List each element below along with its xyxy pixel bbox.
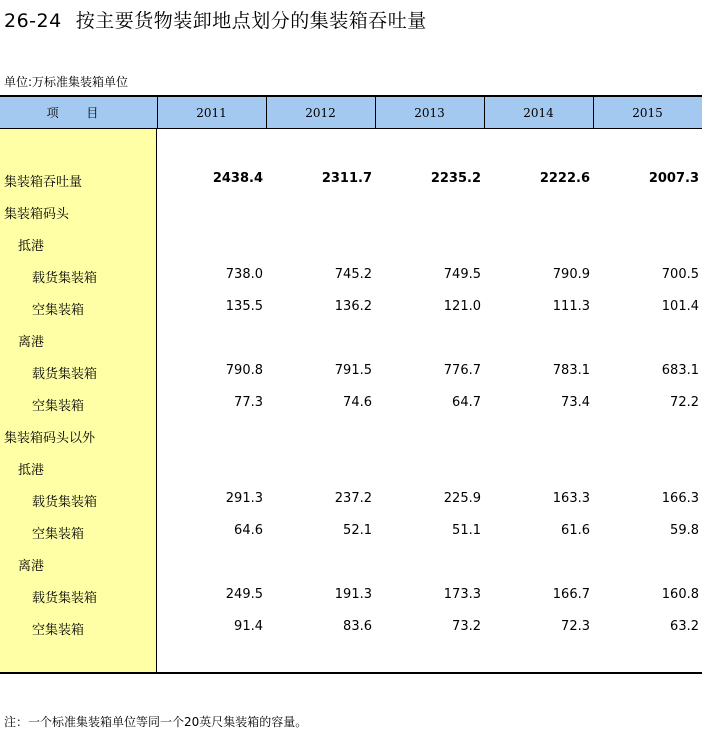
cell-value: 136.2 xyxy=(334,299,372,314)
table-row xyxy=(0,491,702,511)
cell-value: 77.3 xyxy=(234,395,263,410)
cell-value: 291.3 xyxy=(225,491,263,506)
table-row xyxy=(0,299,702,319)
table-number: 26-24 xyxy=(4,10,62,32)
cell-value: 2311.7 xyxy=(321,171,372,186)
row-label: 载货集装箱 xyxy=(32,495,98,510)
row-label: 离港 xyxy=(18,335,45,350)
table-row xyxy=(0,619,702,639)
row-label: 载货集装箱 xyxy=(32,591,98,606)
cell-value: 83.6 xyxy=(343,619,372,634)
cell-value: 59.8 xyxy=(670,523,699,538)
table-row xyxy=(0,523,702,543)
cell-value: 2235.2 xyxy=(430,171,481,186)
cell-value: 73.4 xyxy=(561,395,590,410)
table-row xyxy=(0,267,702,287)
row-label: 抵港 xyxy=(18,239,45,254)
row-label: 集装箱码头 xyxy=(4,207,70,222)
header-year: 2014 xyxy=(523,106,554,120)
table-row xyxy=(0,235,702,255)
header-year: 2012 xyxy=(305,106,336,120)
header-year: 2013 xyxy=(414,106,445,120)
table-title: 按主要货物装卸地点划分的集装箱吞吐量 xyxy=(75,10,427,32)
table-row xyxy=(0,395,702,415)
cell-value: 52.1 xyxy=(343,523,372,538)
cell-value: 163.3 xyxy=(552,491,590,506)
cell-value: 166.3 xyxy=(661,491,699,506)
cell-value: 237.2 xyxy=(334,491,372,506)
data-table xyxy=(0,95,702,673)
cell-value: 225.9 xyxy=(443,491,481,506)
cell-value: 51.1 xyxy=(452,523,481,538)
table-row xyxy=(0,363,702,383)
table-row xyxy=(0,427,702,447)
cell-value: 73.2 xyxy=(452,619,481,634)
cell-value: 683.1 xyxy=(661,363,699,378)
cell-value: 2438.4 xyxy=(212,171,263,186)
cell-value: 173.3 xyxy=(443,587,481,602)
row-label: 空集装箱 xyxy=(32,623,85,638)
table-bottom-rule xyxy=(0,672,702,674)
table-row xyxy=(0,587,702,607)
cell-value: 72.2 xyxy=(670,395,699,410)
row-label: 集装箱吞吐量 xyxy=(4,175,83,190)
table-row xyxy=(0,555,702,575)
cell-value: 249.5 xyxy=(225,587,263,602)
header-year: 2015 xyxy=(632,106,663,120)
cell-value: 783.1 xyxy=(552,363,590,378)
header-year: 2011 xyxy=(196,106,227,120)
cell-value: 64.6 xyxy=(234,523,263,538)
cell-value: 135.5 xyxy=(225,299,263,314)
cell-value: 2222.6 xyxy=(539,171,590,186)
page-title xyxy=(4,6,427,33)
cell-value: 790.9 xyxy=(552,267,590,282)
cell-value: 160.8 xyxy=(661,587,699,602)
cell-value: 700.5 xyxy=(661,267,699,282)
table-row xyxy=(0,459,702,479)
cell-value: 63.2 xyxy=(670,619,699,634)
cell-value: 64.7 xyxy=(452,395,481,410)
row-label: 离港 xyxy=(18,559,45,574)
cell-value: 791.5 xyxy=(334,363,372,378)
cell-value: 790.8 xyxy=(225,363,263,378)
cell-value: 111.3 xyxy=(552,299,590,314)
cell-value: 2007.3 xyxy=(648,171,699,186)
row-label: 空集装箱 xyxy=(32,303,85,318)
unit-label: 单位:万标准集装箱单位 xyxy=(4,75,129,89)
row-label: 集装箱码头以外 xyxy=(4,431,96,446)
row-label: 载货集装箱 xyxy=(32,367,98,382)
table-header xyxy=(0,95,702,129)
cell-value: 745.2 xyxy=(334,267,372,282)
table-row xyxy=(0,331,702,351)
row-label: 抵港 xyxy=(18,463,45,478)
cell-value: 749.5 xyxy=(443,267,481,282)
cell-value: 72.3 xyxy=(561,619,590,634)
header-item-label: 项 目 xyxy=(46,106,111,120)
cell-value: 738.0 xyxy=(225,267,263,282)
table-row xyxy=(0,203,702,223)
footnote: 注：一个标准集装箱单位等同一个20英尺集装箱的容量。 xyxy=(4,715,308,729)
row-label: 空集装箱 xyxy=(32,527,85,542)
cell-value: 101.4 xyxy=(661,299,699,314)
cell-value: 166.7 xyxy=(552,587,590,602)
row-label: 载货集装箱 xyxy=(32,271,98,286)
cell-value: 91.4 xyxy=(234,619,263,634)
table-row xyxy=(0,171,702,191)
cell-value: 191.3 xyxy=(334,587,372,602)
cell-value: 61.6 xyxy=(561,523,590,538)
row-label: 空集装箱 xyxy=(32,399,85,414)
cell-value: 74.6 xyxy=(343,395,372,410)
cell-value: 121.0 xyxy=(443,299,481,314)
cell-value: 776.7 xyxy=(443,363,481,378)
